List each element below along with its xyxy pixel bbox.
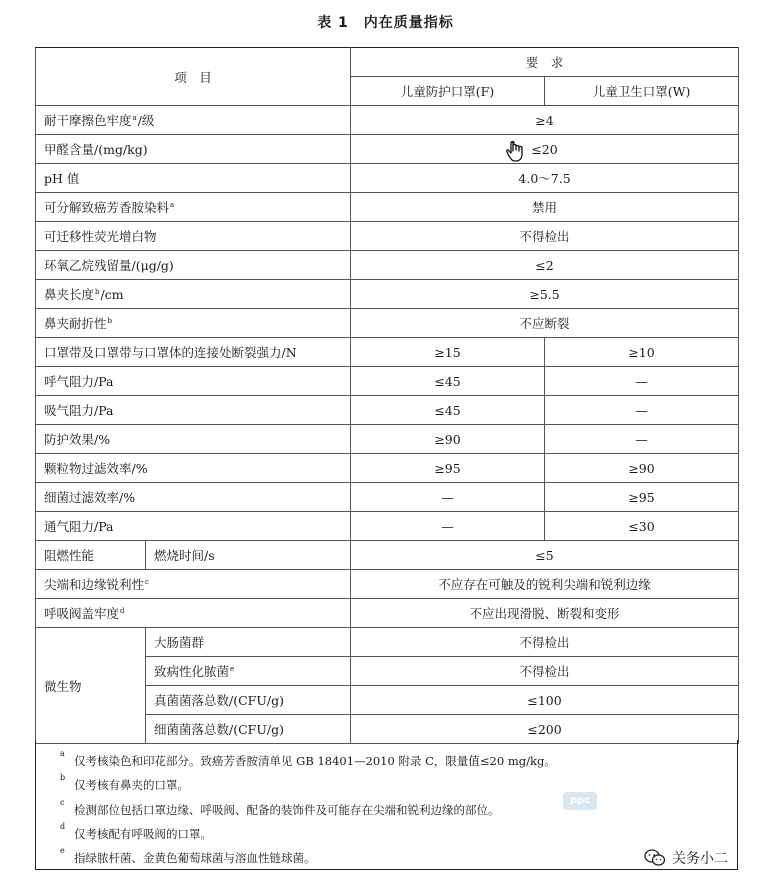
row-value-f: ≤45 (351, 396, 545, 425)
table-row (36, 483, 739, 512)
wechat-icon (644, 849, 666, 867)
row-value: ≥4 (351, 106, 739, 135)
row-label: 防护效果/% (36, 425, 351, 454)
table-row (36, 164, 739, 193)
table-row (36, 541, 739, 570)
quality-spec-table (35, 47, 739, 744)
table-row (36, 512, 739, 541)
row-label: 甲醛含量/(mg/kg) (36, 135, 351, 164)
header-col-f: 儿童防护口罩(F) (351, 77, 545, 106)
table-row (36, 280, 739, 309)
row-value: 不应断裂 (351, 309, 739, 338)
footnote: b 仅考核有鼻夹的口罩。 (60, 773, 189, 792)
wechat-watermark (644, 846, 728, 870)
row-value: ≤20 (351, 135, 739, 164)
row-value: 不得检出 (351, 628, 739, 657)
row-value: 禁用 (351, 193, 739, 222)
row-value-f: — (351, 512, 545, 541)
row-value-f: ≤45 (351, 367, 545, 396)
row-value: 不应存在可触及的锐利尖端和锐利边缘 (351, 570, 739, 599)
row-label: 阻燃性能 (36, 541, 146, 570)
row-label: 耐干摩擦色牢度$^a$/级 (36, 106, 351, 135)
row-value-f: — (351, 483, 545, 512)
footnote: d 仅考核配有呼吸阀的口罩。 (60, 822, 212, 841)
row-label: 鼻夹耐折性$^b$ (36, 309, 351, 338)
row-label: 通气阻力/Pa (36, 512, 351, 541)
row-label: 可分解致癌芳香胺染料$^a$ (36, 193, 351, 222)
row-value: 不得检出 (351, 222, 739, 251)
row-label: 鼻夹长度$^b$/cm (36, 280, 351, 309)
row-value-w: ≤30 (545, 512, 739, 541)
row-value-w: — (545, 396, 739, 425)
table-row (36, 454, 739, 483)
watermark-logo: ppc (563, 792, 597, 810)
hand-pointer-icon (506, 140, 526, 162)
row-sublabel: 致病性化脓菌$^e$ (146, 657, 351, 686)
row-value: ≥5.5 (351, 280, 739, 309)
table-row (36, 222, 739, 251)
row-sublabel: 大肠菌群 (146, 628, 351, 657)
footnotes (35, 740, 738, 870)
row-label: 口罩带及口罩带与口罩体的连接处断裂强力/N (36, 338, 351, 367)
table-title: 表 1 内在质量指标 (317, 15, 454, 31)
row-value-w: — (545, 425, 739, 454)
row-value: 不应出现滑脱、断裂和变形 (351, 599, 739, 628)
table-row (36, 425, 739, 454)
table-row (36, 309, 739, 338)
row-label: 呼吸阀盖牢度$^d$ (36, 599, 351, 628)
footnote: e 指绿脓杆菌、金黄色葡萄球菌与溶血性链球菌。 (60, 846, 316, 865)
row-value: ≤200 (351, 715, 739, 744)
header-row-1 (36, 48, 739, 77)
row-label: 呼气阻力/Pa (36, 367, 351, 396)
row-label: 尖端和边缘锐利性$^c$ (36, 570, 351, 599)
microbe-label: 微生物 (36, 628, 146, 744)
row-value-w: ≥90 (545, 454, 739, 483)
row-value-w: ≥95 (545, 483, 739, 512)
row-value: ≤2 (351, 251, 739, 280)
row-sublabel: 真菌菌落总数/(CFU/g) (146, 686, 351, 715)
row-label: 可迁移性荧光增白物 (36, 222, 351, 251)
table-row (36, 367, 739, 396)
row-label: 吸气阻力/Pa (36, 396, 351, 425)
row-sublabel: 燃烧时间/s (146, 541, 351, 570)
table-row (36, 193, 739, 222)
row-label: 颗粒物过滤效率/% (36, 454, 351, 483)
row-value: 不得检出 (351, 657, 739, 686)
wechat-account-name: 关务小二 (672, 851, 728, 867)
row-value: ≤100 (351, 686, 739, 715)
row-value: ≤5 (351, 541, 739, 570)
table-row (36, 106, 739, 135)
table-row (36, 135, 739, 164)
table-row (36, 628, 739, 657)
row-sublabel: 细菌菌落总数/(CFU/g) (146, 715, 351, 744)
row-label: 环氧乙烷残留量/(μg/g) (36, 251, 351, 280)
header-requirement: 要 求 (351, 48, 739, 77)
row-value-f: ≥15 (351, 338, 545, 367)
row-label: 细菌过滤效率/% (36, 483, 351, 512)
row-value-w: ≥10 (545, 338, 739, 367)
table-row (36, 338, 739, 367)
header-col-w: 儿童卫生口罩(W) (545, 77, 739, 106)
footnote: c 检测部位包括口罩边缘、呼吸阀、配备的装饰件及可能存在尖端和锐利边缘的部位。 (60, 798, 500, 817)
row-value-w: — (545, 367, 739, 396)
header-item: 项 目 (36, 48, 351, 106)
table-row (36, 599, 739, 628)
table-row (36, 570, 739, 599)
row-value-f: ≥90 (351, 425, 545, 454)
row-label: pH 值 (36, 164, 351, 193)
table-row (36, 251, 739, 280)
row-value: 4.0～7.5 (351, 164, 739, 193)
footnote: a 仅考核染色和印花部分。致癌芳香胺清单见 GB 18401—2010 附录 C，限量值≤20 mg/kg。 (60, 749, 556, 768)
row-value-f: ≥95 (351, 454, 545, 483)
table-row (36, 396, 739, 425)
